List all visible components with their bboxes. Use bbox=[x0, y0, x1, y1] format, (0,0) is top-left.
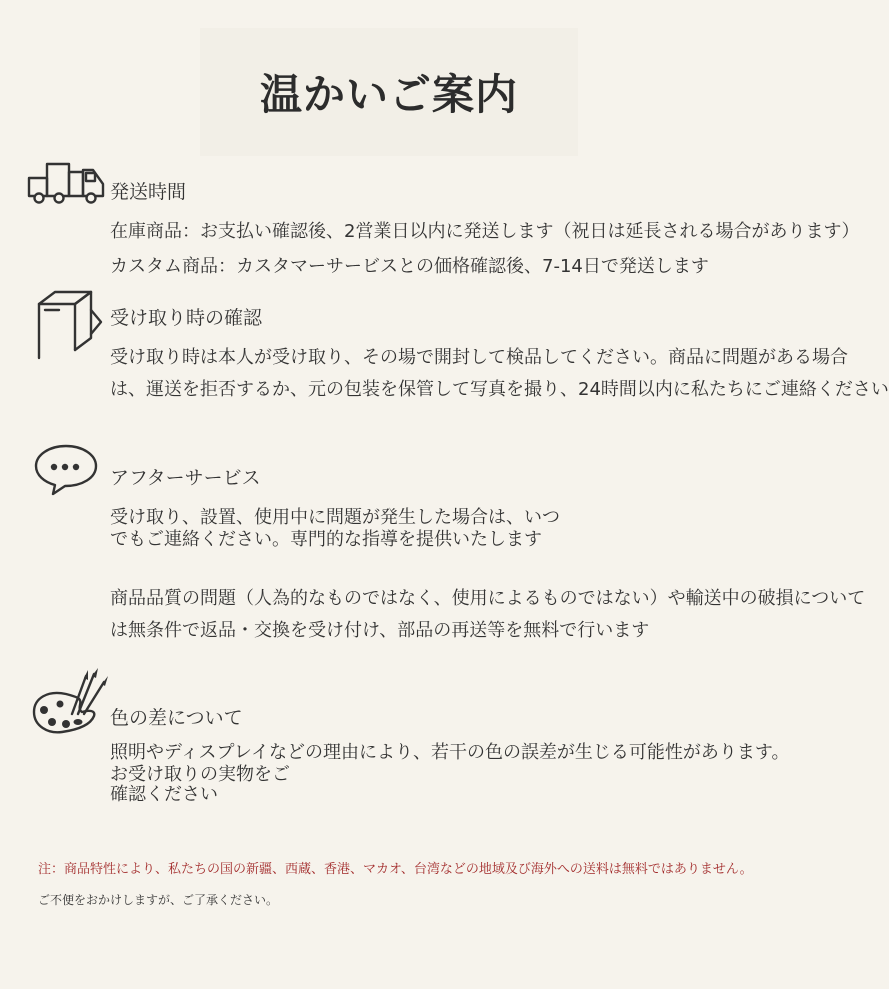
after-sales-text-2: でもご連絡ください。専門的な指導を提供いたします bbox=[110, 529, 542, 550]
box-icon bbox=[33, 288, 105, 362]
after-sales-text-1: 受け取り、設置、使用中に問題が発生した場合は、いつ bbox=[110, 507, 560, 528]
title-panel bbox=[200, 28, 578, 156]
page-title: 温かいご案内 bbox=[259, 70, 518, 119]
chat-bubble-icon bbox=[33, 442, 99, 498]
color-difference-text-1: 照明やディスプレイなどの理由により、若干の色の誤差が生じる可能性があります。 bbox=[110, 742, 790, 763]
color-difference-text-3: 確認ください bbox=[110, 784, 218, 805]
after-sales-text-4: は無条件で返品・交換を受け付け、部品の再送等を無料で行います bbox=[110, 620, 650, 641]
shipping-heading: 発送時間 bbox=[110, 181, 187, 203]
shipping-stock-text: 在庫商品：お支払い確認後、2営業日以内に発送します（祝日は延長される場合があります） bbox=[110, 221, 860, 242]
receipt-check-heading: 受け取り時の確認 bbox=[110, 307, 263, 329]
after-sales-text-3: 商品品質の問題（人為的なものではなく、使用によるものではない）や輸送中の破損について bbox=[110, 588, 866, 609]
receipt-check-text-1: 受け取り時は本人が受け取り、その場で開封して検品してください。商品に問題がある場合 bbox=[110, 347, 848, 368]
shipping-custom-text: カスタム商品：カスタマーサービスとの価格確認後、7-14日で発送します bbox=[110, 256, 709, 277]
shipping-fee-note: 注：商品特性により、私たちの国の新疆、西蔵、香港、マカオ、台湾などの地域及び海外への送料は無料ではありません。 bbox=[38, 862, 753, 877]
after-sales-heading: アフターサービス bbox=[110, 467, 261, 489]
receipt-check-text-2: は、運送を拒否するか、元の包装を保管して写真を撮り、24時間以内に私たちにご連絡ください bbox=[110, 379, 889, 400]
truck-icon bbox=[26, 160, 106, 206]
color-difference-text-2: お受け取りの実物をご bbox=[110, 764, 290, 785]
color-difference-heading: 色の差について bbox=[110, 707, 243, 729]
apology-note: ご不便をおかけしますが、ご了承ください。 bbox=[38, 893, 279, 907]
palette-icon bbox=[30, 668, 110, 740]
